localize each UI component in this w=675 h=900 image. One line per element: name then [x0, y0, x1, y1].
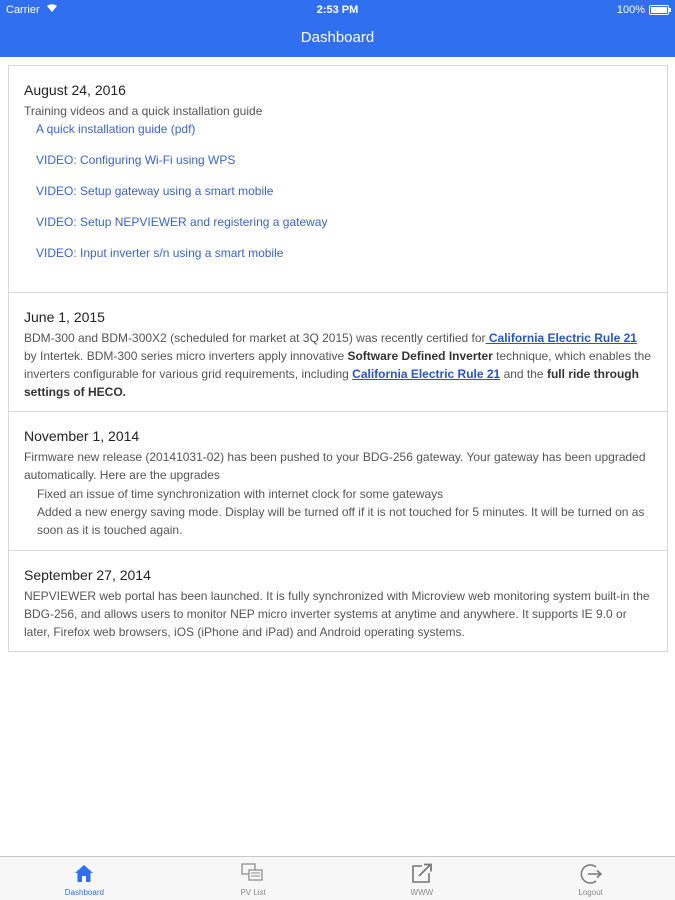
page-title: Dashboard — [300, 29, 375, 46]
battery-icon — [649, 5, 669, 15]
news-text: and the — [500, 367, 547, 381]
tab-www[interactable] — [338, 857, 507, 900]
clock: 2:53 PM — [316, 4, 359, 16]
upgrade-item: Fixed an issue of time synchronization with internet clock for some gateways — [37, 487, 444, 501]
upgrade-item: Added a new energy saving mode. Display will be turned off if it is not touched for 5 minutes. It will be turned on as soon as it is touched again. — [37, 505, 645, 537]
link-installation-guide[interactable]: A quick installation guide (pdf) — [36, 122, 196, 136]
home-icon — [73, 862, 95, 884]
news-date: November 1, 2014 — [24, 428, 140, 444]
tab-logout[interactable] — [506, 857, 675, 900]
news-intro: Training videos and a quick installation guide — [24, 104, 263, 118]
tab-label: Logout — [578, 888, 603, 897]
tab-dashboard[interactable] — [0, 857, 169, 900]
news-text: technique, which enables the inverters configurable for various grid requirements, including — [24, 349, 651, 381]
news-body — [24, 329, 652, 401]
news-item — [9, 66, 667, 293]
news-bold-text: Software Defined Inverter — [347, 349, 493, 363]
external-link-icon — [410, 862, 434, 884]
carrier-label: Carrier — [6, 4, 40, 16]
list-icon — [240, 862, 266, 884]
battery-percent: 100% — [616, 4, 645, 16]
tab-pv-list[interactable] — [169, 857, 338, 900]
news-text: BDM-300 and BDM-300X2 (scheduled for market at 3Q 2015) was recently certified for — [24, 331, 486, 345]
tab-label: Dashboard — [64, 888, 104, 897]
news-intro: NEPVIEWER web portal has been launched. It is fully synchronized with Microview web monitoring system built-in the BDG-256, and allows users to monitor NEP micro inverter systems at anytime and anywhere. It supports IE 9.0 or later, Firefox web browsers, iOS (iPhone and iPad) and Android operating systems. — [24, 589, 650, 639]
navigation-bar — [0, 20, 675, 57]
news-item — [9, 412, 667, 551]
link-video-gateway-setup[interactable]: VIDEO: Setup gateway using a smart mobile — [36, 184, 274, 198]
news-item — [9, 551, 667, 655]
tab-label: WWW — [410, 888, 434, 897]
video-links — [24, 122, 652, 260]
news-item — [9, 293, 667, 412]
logout-icon — [579, 862, 603, 886]
link-video-nepviewer[interactable]: VIDEO: Setup NEPVIEWER and registering a gateway — [36, 215, 328, 229]
news-intro: Firmware new release (20141031-02) has been pushed to your BDG-256 gateway. Your gateway has been upgraded automatically. Here are the upgrades — [24, 450, 646, 482]
news-bold-text: full ride through settings of HECO. — [24, 367, 639, 399]
tab-bar — [0, 856, 675, 900]
link-california-rule-21[interactable]: California Electric Rule 21 — [485, 331, 637, 345]
news-date: August 24, 2016 — [24, 82, 126, 98]
link-video-inverter-sn[interactable]: VIDEO: Input inverter s/n using a smart mobile — [36, 246, 284, 260]
news-date: September 27, 2014 — [24, 567, 151, 583]
status-bar — [0, 0, 675, 20]
news-text: by Intertek. BDM-300 series micro inverters apply innovative — [24, 349, 348, 363]
tab-label: PV List — [240, 888, 266, 897]
link-video-wifi-wps[interactable]: VIDEO: Configuring Wi-Fi using WPS — [36, 153, 236, 167]
link-california-rule-21[interactable]: California Electric Rule 21 — [352, 367, 501, 381]
upgrade-list — [24, 485, 652, 539]
news-list — [8, 65, 668, 652]
news-date: June 1, 2015 — [24, 309, 105, 325]
